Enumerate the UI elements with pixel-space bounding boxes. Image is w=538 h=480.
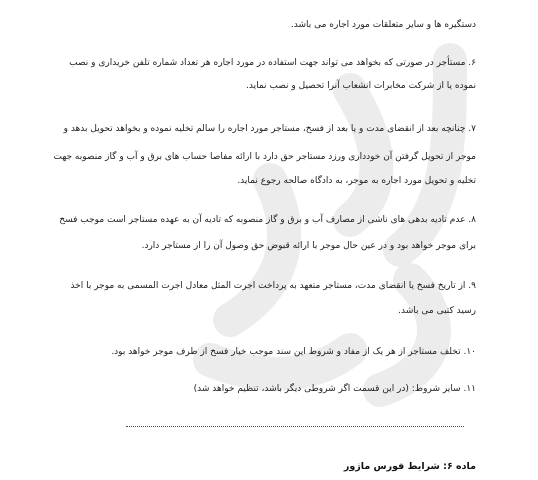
clause-6-line-1: ۶. مستأجر در صورتی که بخواهد می تواند جهت استفاده در مورد اجاره هر تعداد شماره تلفن خریداری و نصب [69, 58, 476, 68]
article-6-heading: ماده ۶: شرایط فورس ماژور [343, 461, 476, 472]
clause-11-line-1: ۱۱. سایر شروط: (در این قسمت اگر شروطی دیگر باشد، تنظیم خواهد شد) [193, 384, 476, 394]
clause-9-line-1: ۹. از تاریخ فسخ یا انقضای مدت، مستاجر متعهد به پرداخت اجرت المثل معادل اجرت المسمی به موجر با اخذ [70, 281, 476, 291]
clause-6-line-2: نموده یا از شرکت مخابرات انشعاب آنرا تحصیل و نصب نماید. [246, 81, 476, 91]
clause-8-line-2: برای موجر خواهد بود و در عین حال موجر با ارائه قبوض حق وصول آن را از مستاجر دارد. [141, 241, 476, 251]
clause-7-line-2: موجر از تحویل گرفتن آن خودداری ورزد مستاجر حق دارد با ارائه مفاصا حساب های برق و آب و گاز منصوبه جهت [53, 152, 476, 162]
clause-7-line-3: تخلیه و تحویل مورد اجاره به موجر، به دادگاه صالحه رجوع نماید. [237, 176, 476, 186]
clause-8-line-1: ۸. عدم تادیه بدهی های ناشی از مصارف آب و برق و گاز منصوبه که تادیه آن به عهده مستاجر است موجب فسخ [59, 215, 476, 225]
dotted-fill-line [126, 426, 464, 429]
clause-9-line-2: رسید کتبی می باشد. [398, 306, 476, 316]
clause-10-line-1: ۱۰. تخلف مستاجر از هر یک از مفاد و شروط این سند موجب خیار فسخ از طرف موجر خواهد بود. [111, 347, 476, 357]
clause-7-line-1: ۷. چنانچه بعد از انقضای مدت و یا بعد از فسخ، مستاجر مورد اجاره را سالم تخلیه نموده و بخواهد تحویل بدهد و [63, 124, 476, 134]
clause-5-line-2: دستگیره ها و سایر متعلقات مورد اجاره می باشد. [290, 20, 476, 30]
